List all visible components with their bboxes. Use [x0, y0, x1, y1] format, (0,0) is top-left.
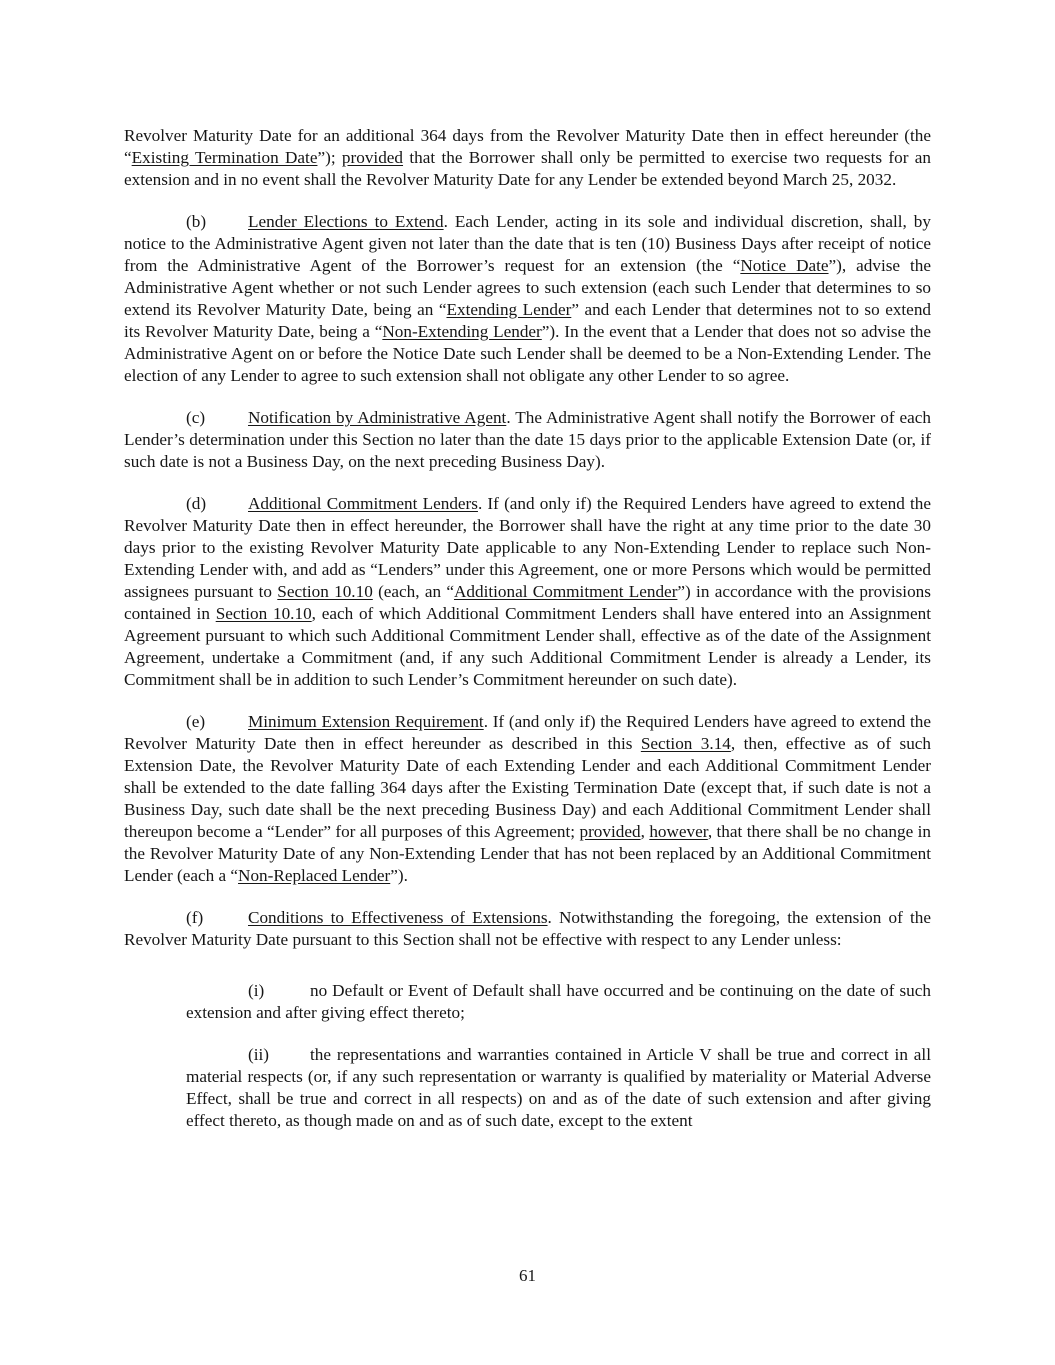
clause-i-paragraph: [186, 980, 931, 1024]
section-b-paragraph: [124, 211, 931, 387]
text: (each, an “: [372, 582, 454, 601]
defined-term: provided: [341, 148, 404, 167]
text: . If (and only if) the Required Lenders have agreed to extend the Revolver Maturity Date then in effect hereunder, the Borrower shall have the right at any time prior to the date 30 days prior to the existing Revolver Maturity Date applicable to any Non-Extending Lender to replace such Non-Extending Lender with, and add as “Lenders” under this Agreement, one or more Persons which would be permitted assignees pursuant to: [124, 494, 931, 601]
defined-term: Non-Replaced Lender: [238, 866, 391, 885]
defined-term: Notice Date: [740, 256, 829, 275]
text: . Each Lender, acting in its sole and individual discretion, shall, by notice to the Administrative Agent given not later than the date that is ten (10) Business Days after receipt of notice from the Administrative Agent of the Borrower’s request for an extension (the “: [124, 212, 931, 275]
text: ”). In the event that a Lender that does not so advise the Administrative Agent on or before the Notice Date such Lender shall be deemed to be a Non-Extending Lender. The election of any Lender to agree to such extension shall not obligate any other Lender to so agree.: [124, 322, 931, 385]
text: ”);: [317, 148, 342, 167]
section-f-label: (f): [186, 908, 204, 927]
text: that the Borrower shall only be permitted to exercise two requests for an extension and in no event shall the Revolver Maturity Date for any Lender be extended beyond March 25, 2032.: [124, 148, 931, 189]
defined-term: Non-Extending Lender: [382, 322, 542, 341]
section-d-paragraph: [124, 493, 931, 691]
text: . Notwithstanding the foregoing, the extension of the Revolver Maturity Date pursuant to this Section shall not be effective with respect to any Lender unless:: [124, 908, 931, 949]
section-b-label: (b): [186, 212, 207, 231]
section-e-label: (e): [186, 712, 206, 731]
text: . If (and only if) the Required Lenders have agreed to extend the Revolver Maturity Date then in effect hereunder as described in this: [124, 712, 931, 753]
cross-reference: Section 3.14: [640, 734, 731, 753]
section-f-heading: Conditions to Effectiveness of Extensions: [248, 908, 548, 927]
section-e-paragraph: [124, 711, 931, 887]
document-page: [124, 125, 931, 1152]
intro-paragraph: [124, 125, 931, 191]
section-f-paragraph: [124, 907, 931, 951]
text: ”) in accordance with the provisions contained in: [124, 582, 931, 623]
text: , each of which Additional Commitment Lenders shall have entered into an Assignment Agreement pursuant to which such Additional Commitment Lender shall, effective as of the date of the Assignment Agreement, undertake a Commitment (and, if any such Additional Commitment Lender is already a Lender, its Commitment shall be in addition to such Lender’s Commitment hereunder on such date).: [124, 604, 932, 689]
text: ,: [640, 822, 650, 841]
text: , then, effective as of such Extension Date, the Revolver Maturity Date of each Extending Lender and each Additional Commitment Lender shall be extended to the date falling 364 days after the Existing Termination Date (except that, if such date is not a Business Day, such date shall be the next preceding Business Day) and each Additional Commitment Lender shall thereupon become a “Lender” for all purposes of this Agreement;: [124, 734, 932, 841]
section-d-heading: Additional Commitment Lenders: [248, 494, 478, 513]
cross-reference: Section 10.10: [215, 604, 312, 623]
section-c-label: (c): [186, 408, 206, 427]
section-d-label: (d): [186, 494, 207, 513]
defined-term: Extending Lender: [446, 300, 572, 319]
text: . The Administrative Agent shall notify the Borrower of each Lender’s determination under this Section no later than the date 15 days prior to the applicable Extension Date (or, if such date is not a Business Day, on the next preceding Business Day).: [124, 408, 931, 471]
clause-i-label: (i): [248, 981, 265, 1000]
text: no Default or Event of Default shall have occurred and be continuing on the date of such extension and after giving effect thereto;: [186, 981, 931, 1022]
section-c-paragraph: [124, 407, 931, 473]
text: ”), advise the Administrative Agent whether or not such Lender agrees to such extension (each such Lender that determines to so extend its Revolver Maturity Date, being an “: [124, 256, 931, 319]
section-c-heading: Notification by Administrative Agent: [248, 408, 507, 427]
defined-term: Additional Commitment Lender: [453, 582, 678, 601]
text: the representations and warranties contained in Article V shall be true and correct in all material respects (or, if any such representation or warranty is qualified by materiality or Material Adverse Effect, shall be true and correct in all respects) on and as of the date of such extension and after giving effect thereto, as though made on and as of such date, except to the extent: [186, 1045, 931, 1130]
clause-ii-label: (ii): [248, 1045, 269, 1064]
page-number: 61: [519, 1266, 536, 1285]
text: ”).: [390, 866, 408, 885]
defined-term: Existing Termination Date: [131, 148, 318, 167]
cross-reference: Section 10.10: [277, 582, 373, 601]
defined-term: however: [649, 822, 708, 841]
defined-term: provided: [579, 822, 641, 841]
section-b-heading: Lender Elections to Extend: [248, 212, 444, 231]
text: Revolver Maturity Date for an additional 364 days from the Revolver Maturity Date then in effect hereunder (the “: [124, 126, 931, 167]
text: , that there shall be no change in the Revolver Maturity Date of any Non-Extending Lender that has not been replaced by an Additional Commitment Lender (each a “: [124, 822, 932, 885]
text: ” and each Lender that determines not to so extend its Revolver Maturity Date, being a “: [124, 300, 932, 341]
clause-ii-paragraph: [186, 1044, 931, 1132]
section-e-heading: Minimum Extension Requirement: [248, 712, 484, 731]
